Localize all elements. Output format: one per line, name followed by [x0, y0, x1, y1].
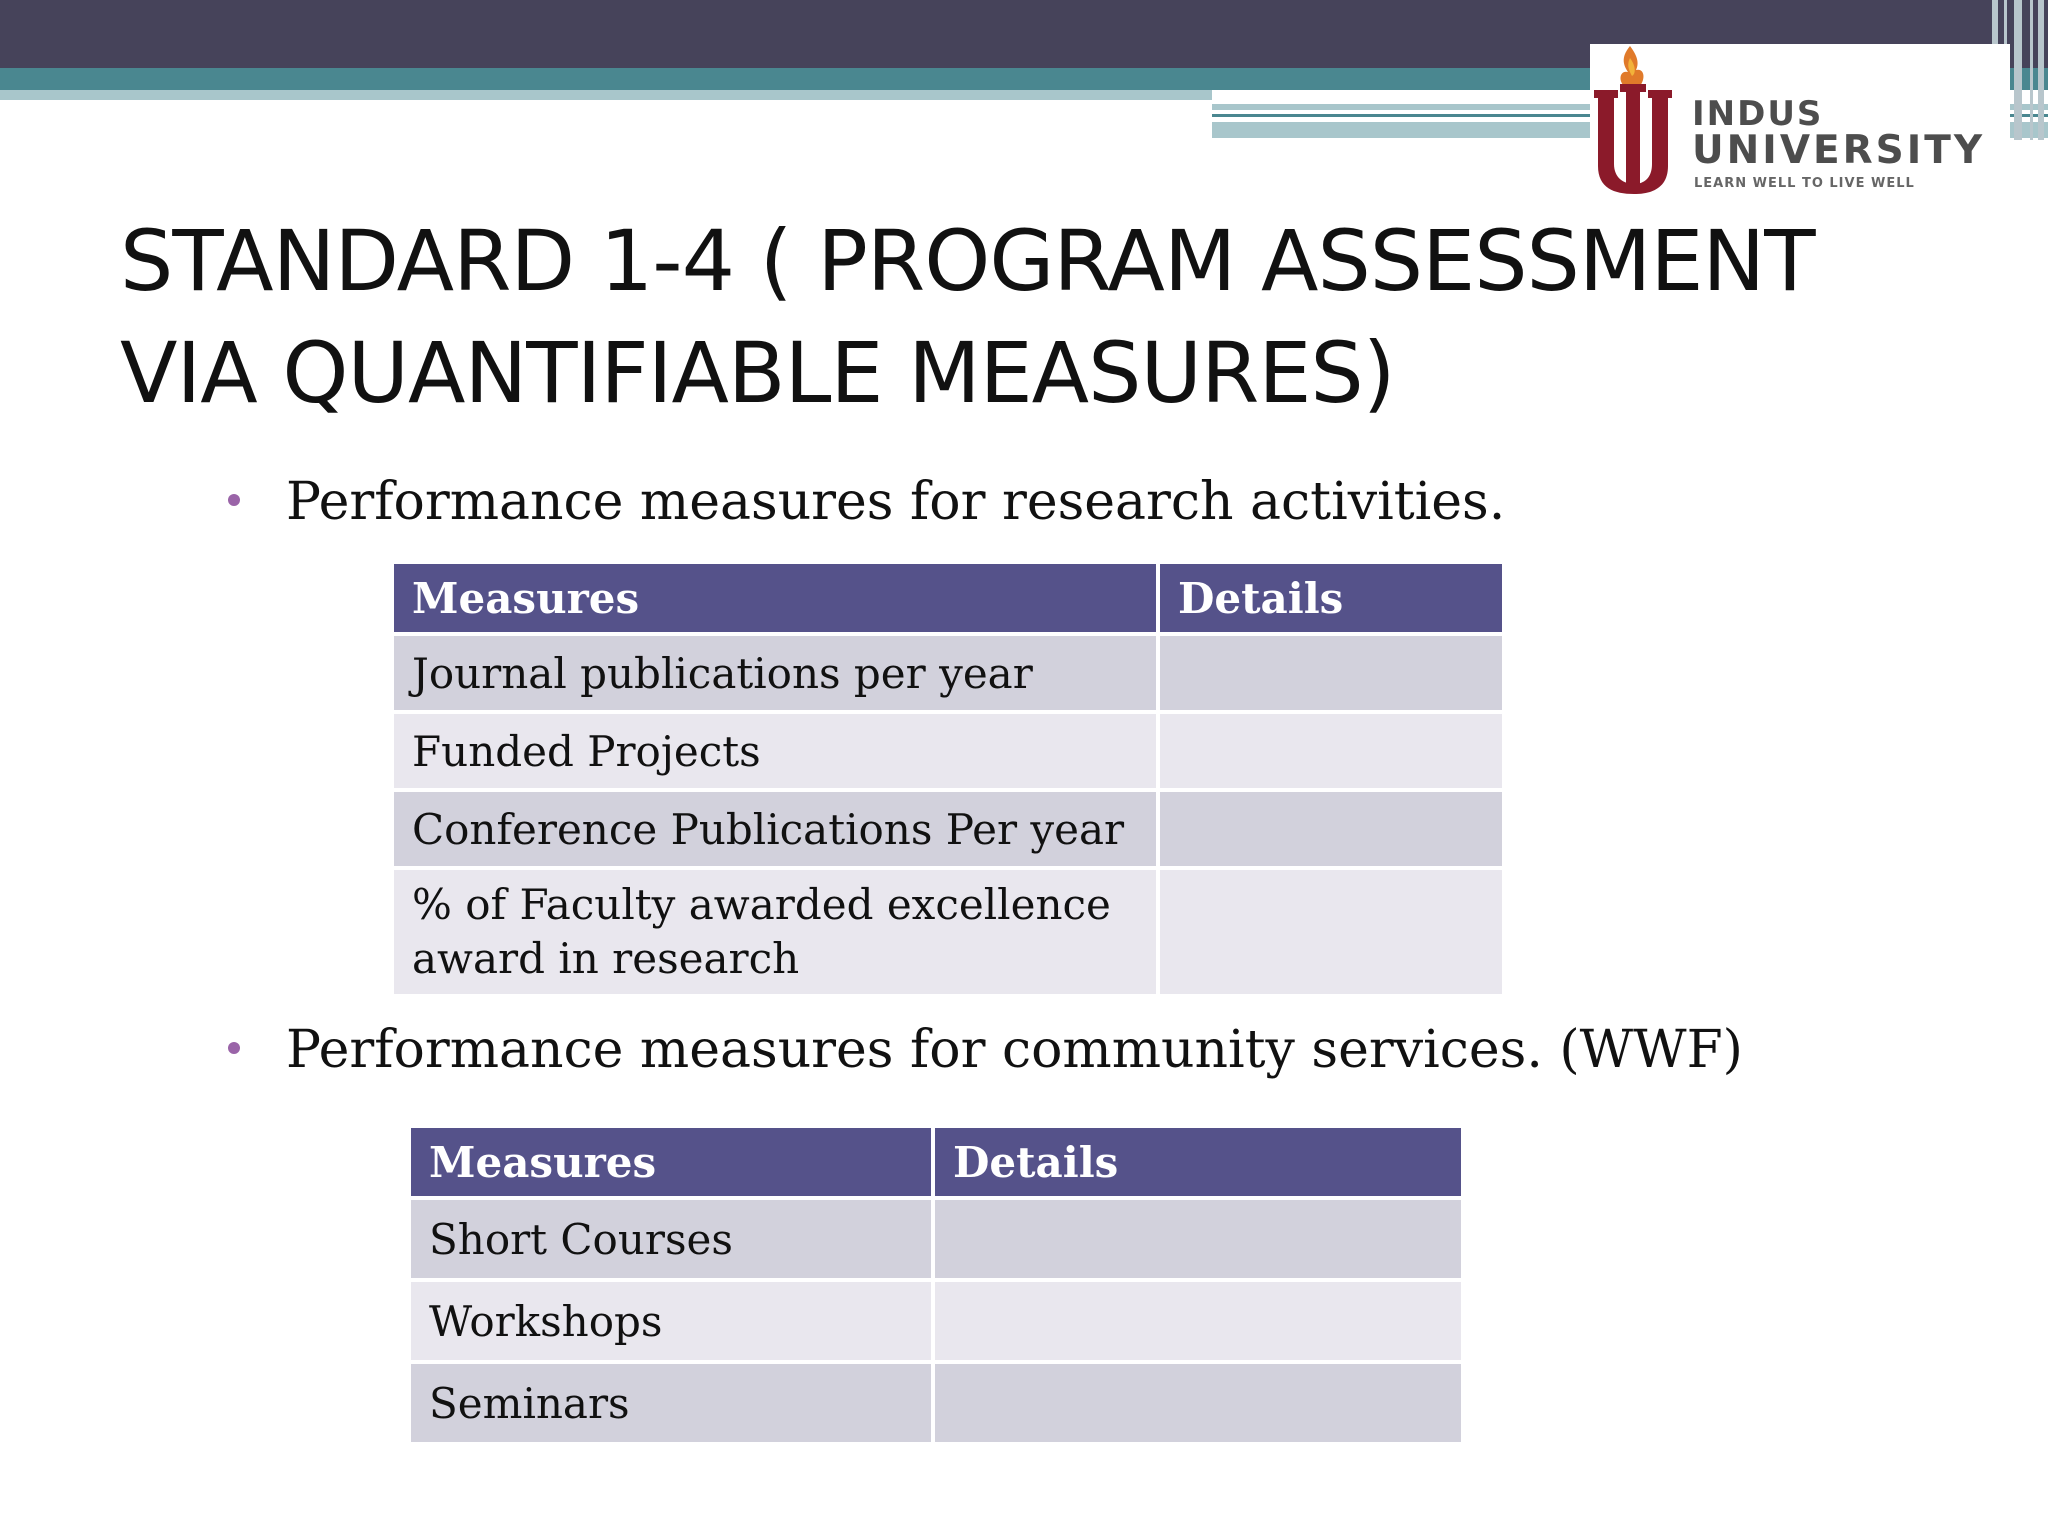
logo-name-line1: INDUS: [1692, 94, 1824, 134]
table-row: [394, 792, 1502, 866]
details-cell: [1160, 792, 1502, 866]
table-row: [394, 636, 1502, 710]
slide-title: STANDARD 1-4 ( PROGRAM ASSESSMENT VIA QUANTIFIABLE MEASURES): [120, 212, 1815, 422]
table-header-row: [394, 564, 1502, 632]
research-measures-table: [390, 560, 1506, 998]
bullet-community-text: Performance measures for community services. (WWF): [286, 1020, 1743, 1080]
measure-cell: % of Faculty awarded excellence award in research: [394, 870, 1156, 994]
bullet-dot-icon: [228, 1042, 240, 1054]
measure-cell: Journal publications per year: [394, 636, 1156, 710]
bullet-research-text: Performance measures for research activities.: [286, 472, 1506, 532]
table-row: [394, 714, 1502, 788]
bullet-dot-icon: [228, 494, 240, 506]
details-cell: [935, 1282, 1461, 1360]
details-cell: [935, 1200, 1461, 1278]
table-row: [411, 1200, 1461, 1278]
table-header-row: [411, 1128, 1461, 1196]
community-measures-table: [407, 1124, 1465, 1446]
column-header-details: Details: [935, 1128, 1461, 1196]
table-row: [394, 870, 1502, 994]
measure-cell: Short Courses: [411, 1200, 931, 1278]
column-header-measures: Measures: [411, 1128, 931, 1196]
torch-logo-icon: [1590, 44, 1682, 194]
details-cell: [1160, 636, 1502, 710]
details-cell: [935, 1364, 1461, 1442]
measure-cell: Seminars: [411, 1364, 931, 1442]
bullet-research: [228, 472, 1505, 532]
table-row: [411, 1282, 1461, 1360]
measure-cell: Workshops: [411, 1282, 931, 1360]
measure-cell: Conference Publications Per year: [394, 792, 1156, 866]
logo-tagline: LEARN WELL TO LIVE WELL: [1694, 176, 1915, 191]
header-bar-light: [0, 90, 1212, 100]
column-header-details: Details: [1160, 564, 1502, 632]
bullet-community: [228, 1020, 1743, 1080]
logo-name-line2: UNIVERSITY: [1692, 128, 1986, 173]
table-row: [411, 1364, 1461, 1442]
measure-cell: Funded Projects: [394, 714, 1156, 788]
details-cell: [1160, 870, 1502, 994]
column-header-measures: Measures: [394, 564, 1156, 632]
university-logo: [1590, 44, 2010, 194]
details-cell: [1160, 714, 1502, 788]
